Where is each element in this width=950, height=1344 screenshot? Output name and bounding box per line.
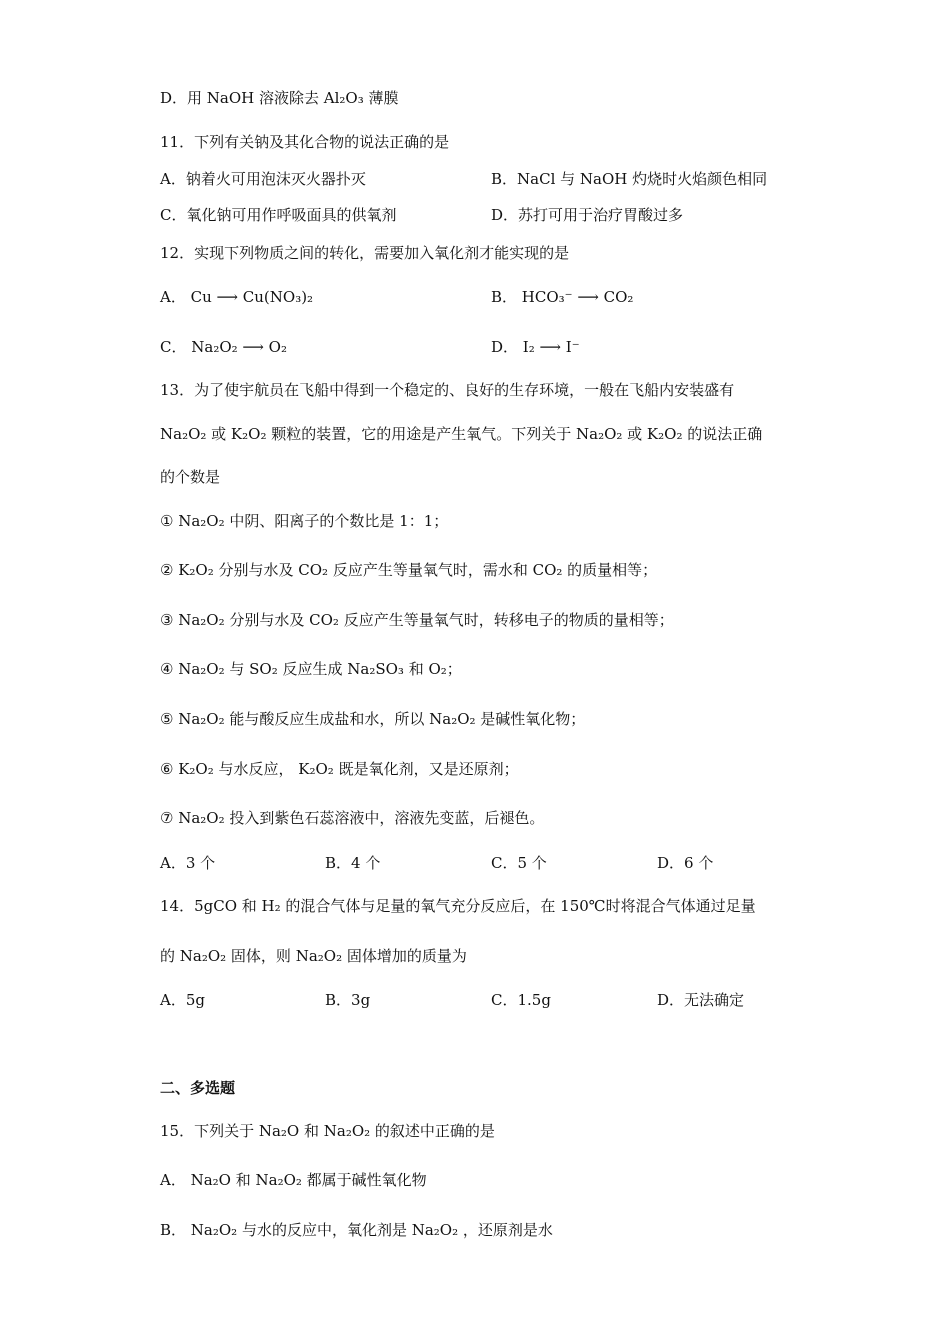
q13-option-b: B．4 个 (325, 854, 381, 872)
q13-stem-line1: 13．为了使宇航员在飞船中得到一个稳定的、良好的生存环境，一般在飞船内安装盛有 (160, 381, 735, 399)
q13-statement-3: ③ Na₂O₂ 分别与水及 CO₂ 反应产生等量氧气时，转移电子的物质的量相等； (160, 611, 674, 629)
q13-statement-6: ⑥ K₂O₂ 与水反应， K₂O₂ 既是氧化剂，又是还原剂； (160, 760, 519, 778)
q15-option-b: B． Na₂O₂ 与水的反应中，氧化剂是 Na₂O₂ ，还原剂是水 (160, 1221, 553, 1239)
q13-option-c: C．5 个 (491, 854, 547, 872)
q13-statement-2: ② K₂O₂ 分别与水及 CO₂ 反应产生等量氧气时，需水和 CO₂ 的质量相等； (160, 561, 658, 579)
q13-option-a: A．3 个 (160, 854, 216, 872)
q12-option-a: A． Cu ⟶ Cu(NO₃)₂ (160, 288, 314, 306)
q10-option-d: D．用 NaOH 溶液除去 Al₂O₃ 薄膜 (160, 89, 399, 107)
q13-stem-line2: Na₂O₂ 或 K₂O₂ 颗粒的装置，它的用途是产生氧气。下列关于 Na₂O₂ 或 K₂O₂ 的说法正确 (160, 425, 763, 443)
q12-stem: 12．实现下列物质之间的转化，需要加入氧化剂才能实现的是 (160, 244, 570, 262)
q13-option-d: D．6 个 (657, 854, 714, 872)
q11-option-c: C．氧化钠可用作呼吸面具的供氧剂 (160, 206, 397, 224)
q14-stem-line1: 14．5gCO 和 H₂ 的混合气体与足量的氧气充分反应后，在 150℃时将混合气体通过足量 (160, 897, 756, 915)
q13-statement-1: ① Na₂O₂ 中阴、阳离子的个数比是 1：1； (160, 512, 449, 530)
q12-option-d: D． I₂ ⟶ I⁻ (491, 338, 580, 356)
q12-option-b: B． HCO₃⁻ ⟶ CO₂ (491, 288, 634, 306)
section-heading: 二、多选题 (160, 1079, 236, 1097)
q13-statement-5: ⑤ Na₂O₂ 能与酸反应生成盐和水，所以 Na₂O₂ 是碱性氧化物； (160, 710, 586, 728)
q15-stem: 15．下列关于 Na₂O 和 Na₂O₂ 的叙述中正确的是 (160, 1122, 495, 1140)
q13-statement-7: ⑦ Na₂O₂ 投入到紫色石蕊溶液中，溶液先变蓝，后褪色。 (160, 809, 545, 827)
q14-option-a: A．5g (160, 991, 205, 1009)
q14-option-b: B．3g (325, 991, 371, 1009)
q11-option-d: D．苏打可用于治疗胃酸过多 (491, 206, 684, 224)
q11-option-b: B．NaCl 与 NaOH 灼烧时火焰颜色相同 (491, 170, 768, 188)
q14-stem-line2: 的 Na₂O₂ 固体，则 Na₂O₂ 固体增加的质量为 (160, 947, 467, 965)
q13-stem-line3: 的个数是 (160, 468, 221, 486)
q11-stem: 11．下列有关钠及其化合物的说法正确的是 (160, 133, 450, 151)
q12-option-c: C． Na₂O₂ ⟶ O₂ (160, 338, 287, 356)
q11-option-a: A．钠着火可用泡沫灭火器扑灭 (160, 170, 366, 188)
q13-statement-4: ④ Na₂O₂ 与 SO₂ 反应生成 Na₂SO₃ 和 O₂； (160, 660, 462, 678)
q14-option-d: D．无法确定 (657, 991, 745, 1009)
q14-option-c: C．1.5g (491, 991, 551, 1009)
q15-option-a: A． Na₂O 和 Na₂O₂ 都属于碱性氧化物 (160, 1171, 427, 1189)
